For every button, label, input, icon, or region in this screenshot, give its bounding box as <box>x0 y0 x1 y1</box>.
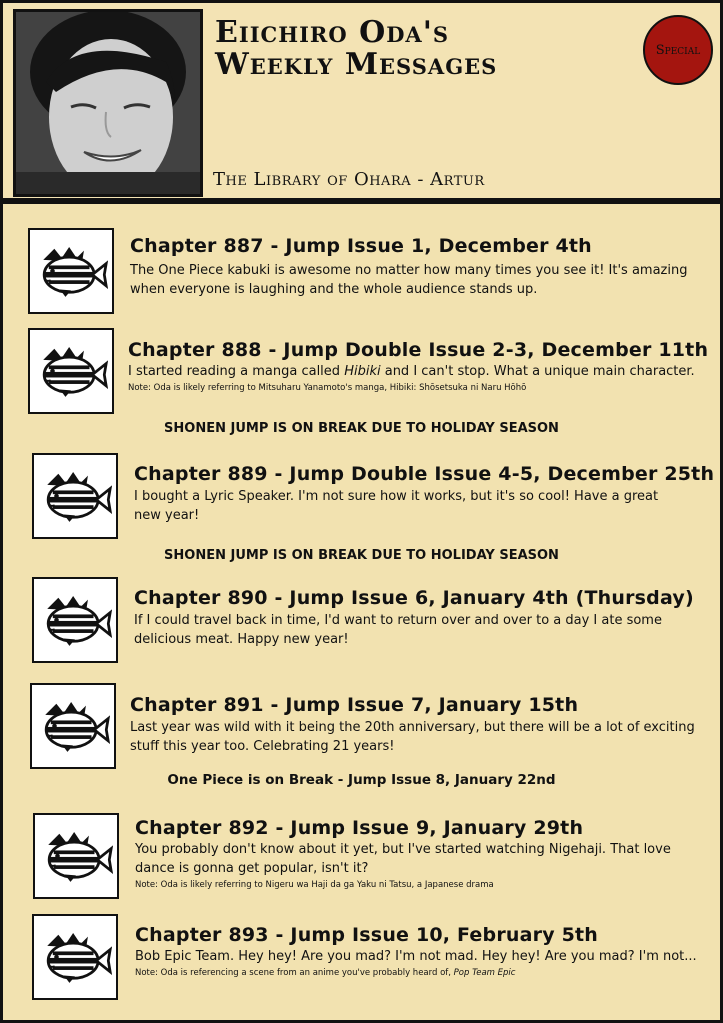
entry-heading: Chapter 888 - Jump Double Issue 2-3, December 11th <box>128 339 709 361</box>
fish-icon <box>30 683 116 769</box>
entry-text-part: I started reading a manga called <box>128 364 345 379</box>
special-badge <box>643 15 713 85</box>
break-notice: One Piece is on Break - Jump Issue 8, January 22nd <box>167 772 556 788</box>
header-divider <box>0 198 723 204</box>
entry-heading: Chapter 890 - Jump Issue 6, January 4th (Thursday) <box>134 587 694 609</box>
entry-text: The One Piece kabuki is awesome no matter how many times you see it! It's amazing when everyone is laughing and the whole audience stands up. <box>130 263 688 297</box>
title-line-1: Eiichiro Oda's <box>215 15 450 50</box>
author-portrait-image <box>16 12 200 194</box>
entry-text-part: and I can't stop. What a unique main character. <box>380 364 695 379</box>
entry-heading: Chapter 891 - Jump Issue 7, January 15th <box>130 694 579 716</box>
entry-text: Last year was wild with it being the 20th anniversary, but there will be a lot of exciting stuff this year too. Celebrating 21 years! <box>130 720 695 754</box>
page-subtitle: The Library of Ohara - Artur <box>213 169 485 190</box>
entry-note-part: Note: Oda is referencing a scene from an anime you've probably heard of, <box>135 968 454 978</box>
fish-icon <box>28 328 114 414</box>
entry-text: I bought a Lyric Speaker. I'm not sure how it works, but it's so cool! Have a great new year! <box>134 489 659 523</box>
fish-icon <box>28 228 114 314</box>
entry-text: If I could travel back in time, I'd want to return over and over to a day I ate some delicious meat. Happy new year! <box>134 613 662 647</box>
entry-note <box>135 968 515 978</box>
entry-note: Note: Oda is likely referring to Mitsuharu Yanamoto's manga, Hibiki: Shōsetsuka ni Naru Hōhō <box>128 383 527 393</box>
anime-title: Pop Team Epic <box>453 968 516 978</box>
entry-text: You probably don't know about it yet, but I've started watching Nigehaji. That love dance is gonna get popular, isn't it? <box>135 842 671 876</box>
title-line-2: Weekly Messages <box>215 47 498 82</box>
special-badge-label: Special <box>655 42 701 58</box>
page-title <box>215 17 497 81</box>
fish-icon <box>32 453 118 539</box>
entry-note: Note: Oda is likely referring to Nigeru wa Haji da ga Yaku ni Tatsu, a Japanese drama <box>135 880 494 890</box>
break-notice: SHONEN JUMP IS ON BREAK DUE TO HOLIDAY SEASON <box>164 548 559 563</box>
entry-heading: Chapter 892 - Jump Issue 9, January 29th <box>135 817 584 839</box>
entry-heading: Chapter 889 - Jump Double Issue 4-5, December 25th <box>134 463 715 485</box>
entry-text: Bob Epic Team. Hey hey! Are you mad? I'm not mad. Hey hey! Are you mad? I'm not... <box>135 949 697 964</box>
entry-heading: Chapter 893 - Jump Issue 10, February 5th <box>135 924 599 946</box>
manga-title: Hibiki <box>344 364 381 379</box>
fish-icon <box>33 813 119 899</box>
author-photo <box>13 9 203 197</box>
fish-icon <box>32 914 118 1000</box>
entry-heading: Chapter 887 - Jump Issue 1, December 4th <box>130 235 592 257</box>
fish-icon <box>32 577 118 663</box>
header <box>3 3 720 198</box>
break-notice: SHONEN JUMP IS ON BREAK DUE TO HOLIDAY SEASON <box>164 421 559 436</box>
entry-text <box>128 362 708 381</box>
